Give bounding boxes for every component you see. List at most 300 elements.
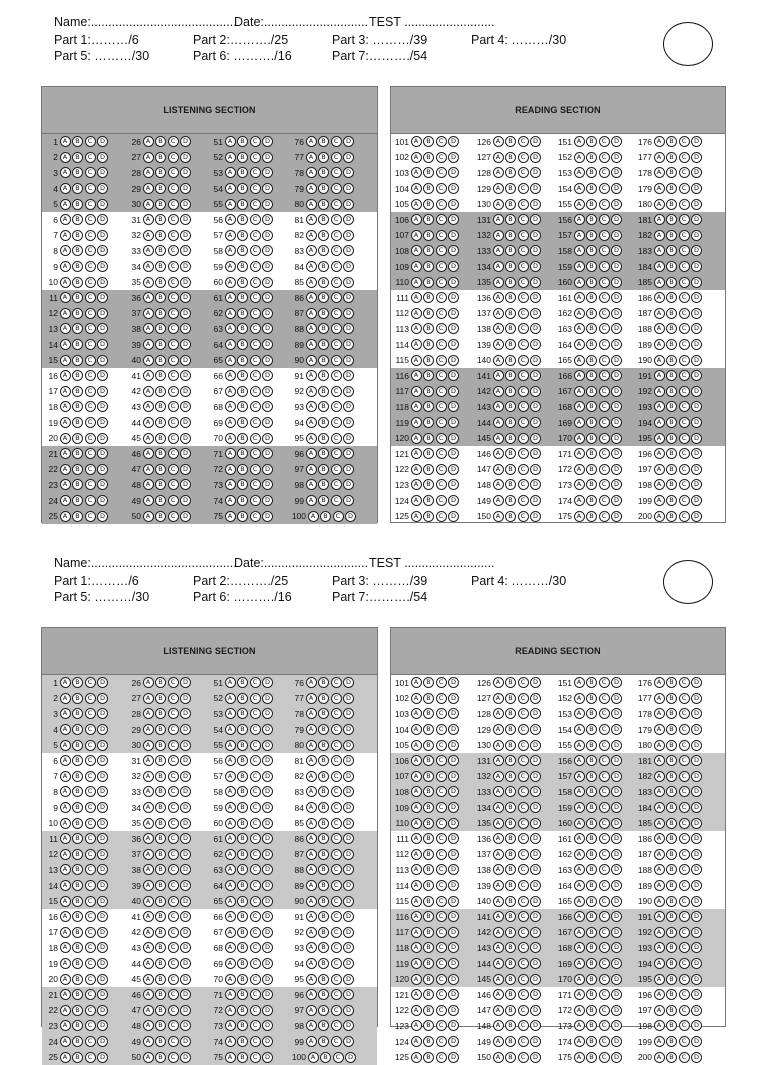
answer-bubble-c[interactable]: C	[436, 849, 447, 860]
answer-bubble-c[interactable]: C	[250, 495, 261, 506]
answer-bubble-a[interactable]: A	[654, 417, 665, 428]
answer-bubble-d[interactable]: D	[262, 927, 273, 938]
answer-bubble-a[interactable]: A	[143, 896, 154, 907]
answer-bubble-b[interactable]: B	[237, 911, 248, 922]
answer-bubble-c[interactable]: C	[168, 479, 179, 490]
answer-bubble-c[interactable]: C	[599, 849, 610, 860]
answer-bubble-a[interactable]: A	[493, 199, 504, 210]
answer-bubble-d[interactable]: D	[448, 245, 459, 256]
answer-bubble-d[interactable]: D	[262, 464, 273, 475]
answer-bubble-d[interactable]: D	[611, 740, 622, 751]
answer-bubble-c[interactable]: C	[331, 448, 342, 459]
answer-bubble-c[interactable]: C	[599, 292, 610, 303]
answer-bubble-a[interactable]: A	[574, 911, 585, 922]
answer-bubble-d[interactable]: D	[691, 740, 702, 751]
score-circle[interactable]	[663, 22, 713, 66]
answer-bubble-b[interactable]: B	[505, 911, 516, 922]
answer-bubble-c[interactable]: C	[599, 1005, 610, 1016]
answer-bubble-b[interactable]: B	[237, 1005, 248, 1016]
answer-bubble-a[interactable]: A	[654, 339, 665, 350]
answer-bubble-c[interactable]: C	[679, 386, 690, 397]
answer-bubble-a[interactable]: A	[411, 818, 422, 829]
answer-bubble-a[interactable]: A	[574, 958, 585, 969]
answer-bubble-a[interactable]: A	[306, 261, 317, 272]
answer-bubble-a[interactable]: A	[225, 1052, 236, 1063]
answer-bubble-c[interactable]: C	[436, 974, 447, 985]
answer-bubble-d[interactable]: D	[448, 495, 459, 506]
answer-bubble-c[interactable]: C	[250, 974, 261, 985]
answer-bubble-d[interactable]: D	[180, 308, 191, 319]
answer-bubble-d[interactable]: D	[343, 880, 354, 891]
answer-bubble-c[interactable]: C	[679, 417, 690, 428]
answer-bubble-b[interactable]: B	[423, 230, 434, 241]
answer-bubble-d[interactable]: D	[448, 989, 459, 1000]
answer-bubble-c[interactable]: C	[85, 833, 96, 844]
answer-bubble-a[interactable]: A	[493, 261, 504, 272]
answer-bubble-b[interactable]: B	[505, 833, 516, 844]
answer-bubble-c[interactable]: C	[250, 511, 261, 522]
answer-bubble-c[interactable]: C	[599, 818, 610, 829]
answer-bubble-b[interactable]: B	[155, 417, 166, 428]
answer-bubble-d[interactable]: D	[262, 942, 273, 953]
answer-bubble-c[interactable]: C	[168, 989, 179, 1000]
answer-bubble-b[interactable]: B	[505, 802, 516, 813]
answer-bubble-a[interactable]: A	[143, 1020, 154, 1031]
answer-bubble-d[interactable]: D	[448, 323, 459, 334]
answer-bubble-a[interactable]: A	[306, 308, 317, 319]
answer-bubble-b[interactable]: B	[666, 880, 677, 891]
answer-bubble-b[interactable]: B	[666, 479, 677, 490]
answer-bubble-b[interactable]: B	[155, 152, 166, 163]
answer-bubble-a[interactable]: A	[411, 292, 422, 303]
answer-bubble-b[interactable]: B	[155, 292, 166, 303]
answer-bubble-c[interactable]: C	[518, 464, 529, 475]
answer-bubble-d[interactable]: D	[691, 370, 702, 381]
answer-bubble-a[interactable]: A	[411, 1036, 422, 1047]
answer-bubble-a[interactable]: A	[306, 833, 317, 844]
answer-bubble-a[interactable]: A	[654, 864, 665, 875]
answer-bubble-b[interactable]: B	[586, 417, 597, 428]
answer-bubble-c[interactable]: C	[518, 693, 529, 704]
answer-bubble-b[interactable]: B	[586, 1005, 597, 1016]
answer-bubble-d[interactable]: D	[97, 818, 108, 829]
answer-bubble-b[interactable]: B	[586, 370, 597, 381]
answer-bubble-d[interactable]: D	[345, 1052, 356, 1063]
answer-bubble-d[interactable]: D	[343, 849, 354, 860]
answer-bubble-d[interactable]: D	[691, 896, 702, 907]
answer-bubble-a[interactable]: A	[60, 786, 71, 797]
answer-bubble-d[interactable]: D	[530, 495, 541, 506]
answer-bubble-d[interactable]: D	[180, 1005, 191, 1016]
answer-bubble-d[interactable]: D	[611, 292, 622, 303]
answer-bubble-c[interactable]: C	[679, 152, 690, 163]
answer-bubble-c[interactable]: C	[168, 339, 179, 350]
answer-bubble-c[interactable]: C	[679, 880, 690, 891]
answer-bubble-a[interactable]: A	[306, 386, 317, 397]
answer-bubble-c[interactable]: C	[518, 479, 529, 490]
answer-bubble-d[interactable]: D	[180, 167, 191, 178]
answer-bubble-a[interactable]: A	[574, 896, 585, 907]
answer-bubble-d[interactable]: D	[691, 230, 702, 241]
answer-bubble-b[interactable]: B	[237, 958, 248, 969]
answer-bubble-d[interactable]: D	[343, 167, 354, 178]
answer-bubble-c[interactable]: C	[85, 433, 96, 444]
answer-bubble-c[interactable]: C	[85, 849, 96, 860]
answer-bubble-a[interactable]: A	[60, 942, 71, 953]
answer-bubble-c[interactable]: C	[85, 277, 96, 288]
answer-bubble-a[interactable]: A	[306, 911, 317, 922]
answer-bubble-b[interactable]: B	[423, 495, 434, 506]
answer-bubble-c[interactable]: C	[436, 464, 447, 475]
answer-bubble-d[interactable]: D	[97, 277, 108, 288]
answer-bubble-d[interactable]: D	[262, 974, 273, 985]
answer-bubble-b[interactable]: B	[666, 1036, 677, 1047]
answer-bubble-a[interactable]: A	[306, 214, 317, 225]
answer-bubble-b[interactable]: B	[237, 199, 248, 210]
answer-bubble-a[interactable]: A	[493, 401, 504, 412]
answer-bubble-d[interactable]: D	[448, 277, 459, 288]
answer-bubble-d[interactable]: D	[691, 401, 702, 412]
answer-bubble-b[interactable]: B	[666, 989, 677, 1000]
answer-bubble-b[interactable]: B	[318, 433, 329, 444]
answer-bubble-b[interactable]: B	[586, 308, 597, 319]
answer-bubble-b[interactable]: B	[505, 339, 516, 350]
answer-bubble-a[interactable]: A	[493, 511, 504, 522]
answer-bubble-d[interactable]: D	[343, 261, 354, 272]
answer-bubble-c[interactable]: C	[168, 880, 179, 891]
answer-bubble-d[interactable]: D	[343, 370, 354, 381]
answer-bubble-a[interactable]: A	[143, 183, 154, 194]
answer-bubble-b[interactable]: B	[155, 136, 166, 147]
answer-bubble-a[interactable]: A	[654, 464, 665, 475]
answer-bubble-a[interactable]: A	[493, 339, 504, 350]
answer-bubble-b[interactable]: B	[155, 1036, 166, 1047]
answer-bubble-c[interactable]: C	[85, 245, 96, 256]
answer-bubble-c[interactable]: C	[679, 448, 690, 459]
answer-bubble-a[interactable]: A	[143, 199, 154, 210]
answer-bubble-b[interactable]: B	[318, 864, 329, 875]
answer-bubble-d[interactable]: D	[611, 511, 622, 522]
answer-bubble-c[interactable]: C	[85, 708, 96, 719]
answer-bubble-b[interactable]: B	[666, 355, 677, 366]
answer-bubble-c[interactable]: C	[168, 958, 179, 969]
answer-bubble-b[interactable]: B	[423, 1036, 434, 1047]
answer-bubble-c[interactable]: C	[436, 199, 447, 210]
answer-bubble-c[interactable]: C	[168, 1052, 179, 1063]
answer-bubble-a[interactable]: A	[654, 308, 665, 319]
answer-bubble-d[interactable]: D	[611, 495, 622, 506]
answer-bubble-c[interactable]: C	[518, 755, 529, 766]
answer-bubble-c[interactable]: C	[331, 755, 342, 766]
answer-bubble-c[interactable]: C	[331, 214, 342, 225]
answer-bubble-a[interactable]: A	[225, 833, 236, 844]
answer-bubble-b[interactable]: B	[505, 417, 516, 428]
answer-bubble-c[interactable]: C	[250, 448, 261, 459]
answer-bubble-a[interactable]: A	[306, 724, 317, 735]
answer-bubble-b[interactable]: B	[505, 433, 516, 444]
answer-bubble-a[interactable]: A	[225, 1005, 236, 1016]
answer-bubble-d[interactable]: D	[530, 167, 541, 178]
answer-bubble-d[interactable]: D	[448, 1005, 459, 1016]
answer-bubble-a[interactable]: A	[574, 755, 585, 766]
answer-bubble-d[interactable]: D	[180, 323, 191, 334]
answer-bubble-d[interactable]: D	[530, 152, 541, 163]
answer-bubble-b[interactable]: B	[586, 479, 597, 490]
answer-bubble-c[interactable]: C	[85, 911, 96, 922]
answer-bubble-a[interactable]: A	[60, 511, 71, 522]
answer-bubble-d[interactable]: D	[530, 786, 541, 797]
answer-bubble-a[interactable]: A	[654, 199, 665, 210]
answer-bubble-c[interactable]: C	[518, 433, 529, 444]
answer-bubble-b[interactable]: B	[423, 771, 434, 782]
answer-bubble-d[interactable]: D	[611, 911, 622, 922]
answer-bubble-b[interactable]: B	[237, 339, 248, 350]
answer-bubble-a[interactable]: A	[574, 927, 585, 938]
answer-bubble-d[interactable]: D	[611, 214, 622, 225]
answer-bubble-d[interactable]: D	[448, 199, 459, 210]
answer-bubble-a[interactable]: A	[654, 755, 665, 766]
answer-bubble-b[interactable]: B	[666, 1005, 677, 1016]
answer-bubble-d[interactable]: D	[262, 740, 273, 751]
answer-bubble-d[interactable]: D	[262, 323, 273, 334]
answer-bubble-c[interactable]: C	[331, 183, 342, 194]
answer-bubble-b[interactable]: B	[72, 927, 83, 938]
answer-bubble-d[interactable]: D	[262, 1020, 273, 1031]
answer-bubble-a[interactable]: A	[493, 214, 504, 225]
answer-bubble-d[interactable]: D	[691, 786, 702, 797]
answer-bubble-b[interactable]: B	[505, 370, 516, 381]
answer-bubble-b[interactable]: B	[586, 448, 597, 459]
answer-bubble-c[interactable]: C	[518, 245, 529, 256]
answer-bubble-a[interactable]: A	[654, 261, 665, 272]
answer-bubble-d[interactable]: D	[530, 277, 541, 288]
answer-bubble-c[interactable]: C	[518, 230, 529, 241]
answer-bubble-d[interactable]: D	[343, 136, 354, 147]
answer-bubble-d[interactable]: D	[180, 849, 191, 860]
answer-bubble-a[interactable]: A	[60, 911, 71, 922]
answer-bubble-c[interactable]: C	[599, 479, 610, 490]
answer-bubble-b[interactable]: B	[72, 183, 83, 194]
answer-bubble-d[interactable]: D	[343, 214, 354, 225]
answer-bubble-b[interactable]: B	[155, 511, 166, 522]
answer-bubble-c[interactable]: C	[331, 911, 342, 922]
part-6-score[interactable]: Part 6: ………./16	[193, 590, 292, 604]
answer-bubble-a[interactable]: A	[574, 183, 585, 194]
answer-bubble-a[interactable]: A	[411, 1052, 422, 1063]
answer-bubble-a[interactable]: A	[493, 942, 504, 953]
answer-bubble-c[interactable]: C	[518, 942, 529, 953]
answer-bubble-d[interactable]: D	[262, 386, 273, 397]
answer-bubble-c[interactable]: C	[518, 1020, 529, 1031]
answer-bubble-d[interactable]: D	[691, 693, 702, 704]
answer-bubble-d[interactable]: D	[97, 708, 108, 719]
answer-bubble-c[interactable]: C	[331, 849, 342, 860]
answer-bubble-d[interactable]: D	[611, 230, 622, 241]
answer-bubble-b[interactable]: B	[318, 693, 329, 704]
answer-bubble-b[interactable]: B	[237, 818, 248, 829]
answer-bubble-c[interactable]: C	[250, 911, 261, 922]
answer-bubble-a[interactable]: A	[225, 355, 236, 366]
answer-bubble-c[interactable]: C	[250, 370, 261, 381]
answer-bubble-a[interactable]: A	[654, 495, 665, 506]
answer-bubble-d[interactable]: D	[611, 833, 622, 844]
answer-bubble-b[interactable]: B	[666, 214, 677, 225]
answer-bubble-a[interactable]: A	[143, 958, 154, 969]
answer-bubble-c[interactable]: C	[599, 261, 610, 272]
answer-bubble-a[interactable]: A	[574, 833, 585, 844]
answer-bubble-a[interactable]: A	[225, 339, 236, 350]
answer-bubble-b[interactable]: B	[423, 433, 434, 444]
answer-bubble-d[interactable]: D	[97, 896, 108, 907]
answer-bubble-c[interactable]: C	[518, 355, 529, 366]
answer-bubble-d[interactable]: D	[611, 755, 622, 766]
part-7-score[interactable]: Part 7:………./54	[332, 49, 428, 63]
answer-bubble-d[interactable]: D	[448, 308, 459, 319]
answer-bubble-d[interactable]: D	[97, 386, 108, 397]
answer-bubble-d[interactable]: D	[691, 708, 702, 719]
answer-bubble-d[interactable]: D	[180, 277, 191, 288]
answer-bubble-b[interactable]: B	[666, 942, 677, 953]
answer-bubble-c[interactable]: C	[599, 989, 610, 1000]
answer-bubble-d[interactable]: D	[262, 230, 273, 241]
answer-bubble-a[interactable]: A	[411, 417, 422, 428]
answer-bubble-b[interactable]: B	[318, 818, 329, 829]
answer-bubble-a[interactable]: A	[574, 323, 585, 334]
answer-bubble-c[interactable]: C	[85, 755, 96, 766]
answer-bubble-c[interactable]: C	[331, 1005, 342, 1016]
answer-bubble-c[interactable]: C	[85, 355, 96, 366]
answer-bubble-d[interactable]: D	[180, 927, 191, 938]
answer-bubble-d[interactable]: D	[530, 479, 541, 490]
answer-bubble-a[interactable]: A	[654, 433, 665, 444]
answer-bubble-b[interactable]: B	[505, 771, 516, 782]
answer-bubble-a[interactable]: A	[60, 927, 71, 938]
answer-bubble-c[interactable]: C	[518, 339, 529, 350]
answer-bubble-a[interactable]: A	[493, 927, 504, 938]
answer-bubble-c[interactable]: C	[85, 323, 96, 334]
answer-bubble-d[interactable]: D	[448, 880, 459, 891]
answer-bubble-d[interactable]: D	[530, 833, 541, 844]
answer-bubble-a[interactable]: A	[411, 958, 422, 969]
answer-bubble-a[interactable]: A	[60, 833, 71, 844]
answer-bubble-b[interactable]: B	[423, 818, 434, 829]
answer-bubble-a[interactable]: A	[143, 277, 154, 288]
answer-bubble-b[interactable]: B	[237, 1036, 248, 1047]
answer-bubble-a[interactable]: A	[143, 355, 154, 366]
answer-bubble-b[interactable]: B	[586, 167, 597, 178]
answer-bubble-a[interactable]: A	[60, 958, 71, 969]
answer-bubble-a[interactable]: A	[225, 370, 236, 381]
answer-bubble-c[interactable]: C	[85, 308, 96, 319]
answer-bubble-b[interactable]: B	[423, 786, 434, 797]
answer-bubble-d[interactable]: D	[448, 833, 459, 844]
answer-bubble-b[interactable]: B	[155, 199, 166, 210]
answer-bubble-b[interactable]: B	[318, 136, 329, 147]
answer-bubble-a[interactable]: A	[654, 974, 665, 985]
answer-bubble-b[interactable]: B	[505, 1052, 516, 1063]
answer-bubble-c[interactable]: C	[599, 339, 610, 350]
answer-bubble-d[interactable]: D	[611, 370, 622, 381]
answer-bubble-a[interactable]: A	[225, 693, 236, 704]
answer-bubble-c[interactable]: C	[599, 433, 610, 444]
answer-bubble-c[interactable]: C	[599, 724, 610, 735]
answer-bubble-d[interactable]: D	[343, 724, 354, 735]
answer-bubble-c[interactable]: C	[85, 167, 96, 178]
answer-bubble-c[interactable]: C	[168, 355, 179, 366]
answer-bubble-c[interactable]: C	[250, 927, 261, 938]
answer-bubble-d[interactable]: D	[262, 214, 273, 225]
answer-bubble-a[interactable]: A	[143, 708, 154, 719]
answer-bubble-b[interactable]: B	[318, 724, 329, 735]
answer-bubble-b[interactable]: B	[505, 880, 516, 891]
answer-bubble-c[interactable]: C	[85, 230, 96, 241]
answer-bubble-b[interactable]: B	[666, 339, 677, 350]
answer-bubble-b[interactable]: B	[72, 370, 83, 381]
answer-bubble-b[interactable]: B	[318, 261, 329, 272]
answer-bubble-d[interactable]: D	[530, 417, 541, 428]
answer-bubble-d[interactable]: D	[691, 183, 702, 194]
answer-bubble-c[interactable]: C	[436, 911, 447, 922]
answer-bubble-d[interactable]: D	[448, 401, 459, 412]
answer-bubble-d[interactable]: D	[180, 136, 191, 147]
answer-bubble-b[interactable]: B	[237, 833, 248, 844]
answer-bubble-a[interactable]: A	[574, 386, 585, 397]
answer-bubble-d[interactable]: D	[448, 802, 459, 813]
answer-bubble-b[interactable]: B	[155, 974, 166, 985]
answer-bubble-b[interactable]: B	[423, 958, 434, 969]
answer-bubble-a[interactable]: A	[654, 942, 665, 953]
answer-bubble-a[interactable]: A	[411, 152, 422, 163]
answer-bubble-d[interactable]: D	[691, 355, 702, 366]
answer-bubble-b[interactable]: B	[72, 495, 83, 506]
answer-bubble-b[interactable]: B	[666, 386, 677, 397]
answer-bubble-d[interactable]: D	[530, 755, 541, 766]
answer-bubble-a[interactable]: A	[60, 1036, 71, 1047]
answer-bubble-b[interactable]: B	[155, 479, 166, 490]
answer-bubble-c[interactable]: C	[331, 1036, 342, 1047]
answer-bubble-d[interactable]: D	[97, 355, 108, 366]
answer-bubble-d[interactable]: D	[343, 989, 354, 1000]
answer-bubble-b[interactable]: B	[318, 323, 329, 334]
answer-bubble-a[interactable]: A	[225, 724, 236, 735]
answer-bubble-c[interactable]: C	[331, 355, 342, 366]
answer-bubble-d[interactable]: D	[611, 386, 622, 397]
answer-bubble-b[interactable]: B	[666, 740, 677, 751]
answer-bubble-a[interactable]: A	[654, 677, 665, 688]
answer-bubble-c[interactable]: C	[518, 401, 529, 412]
answer-bubble-c[interactable]: C	[168, 401, 179, 412]
answer-bubble-a[interactable]: A	[654, 152, 665, 163]
answer-bubble-c[interactable]: C	[250, 833, 261, 844]
answer-bubble-b[interactable]: B	[155, 495, 166, 506]
answer-bubble-a[interactable]: A	[493, 183, 504, 194]
answer-bubble-b[interactable]: B	[72, 740, 83, 751]
answer-bubble-c[interactable]: C	[599, 417, 610, 428]
answer-bubble-b[interactable]: B	[155, 849, 166, 860]
answer-bubble-a[interactable]: A	[493, 708, 504, 719]
answer-bubble-d[interactable]: D	[97, 989, 108, 1000]
answer-bubble-a[interactable]: A	[411, 896, 422, 907]
answer-bubble-d[interactable]: D	[530, 693, 541, 704]
answer-bubble-b[interactable]: B	[505, 245, 516, 256]
answer-bubble-b[interactable]: B	[505, 167, 516, 178]
answer-bubble-d[interactable]: D	[180, 708, 191, 719]
answer-bubble-d[interactable]: D	[691, 1052, 702, 1063]
answer-bubble-b[interactable]: B	[318, 339, 329, 350]
answer-bubble-d[interactable]: D	[262, 958, 273, 969]
answer-bubble-d[interactable]: D	[611, 958, 622, 969]
answer-bubble-d[interactable]: D	[530, 802, 541, 813]
